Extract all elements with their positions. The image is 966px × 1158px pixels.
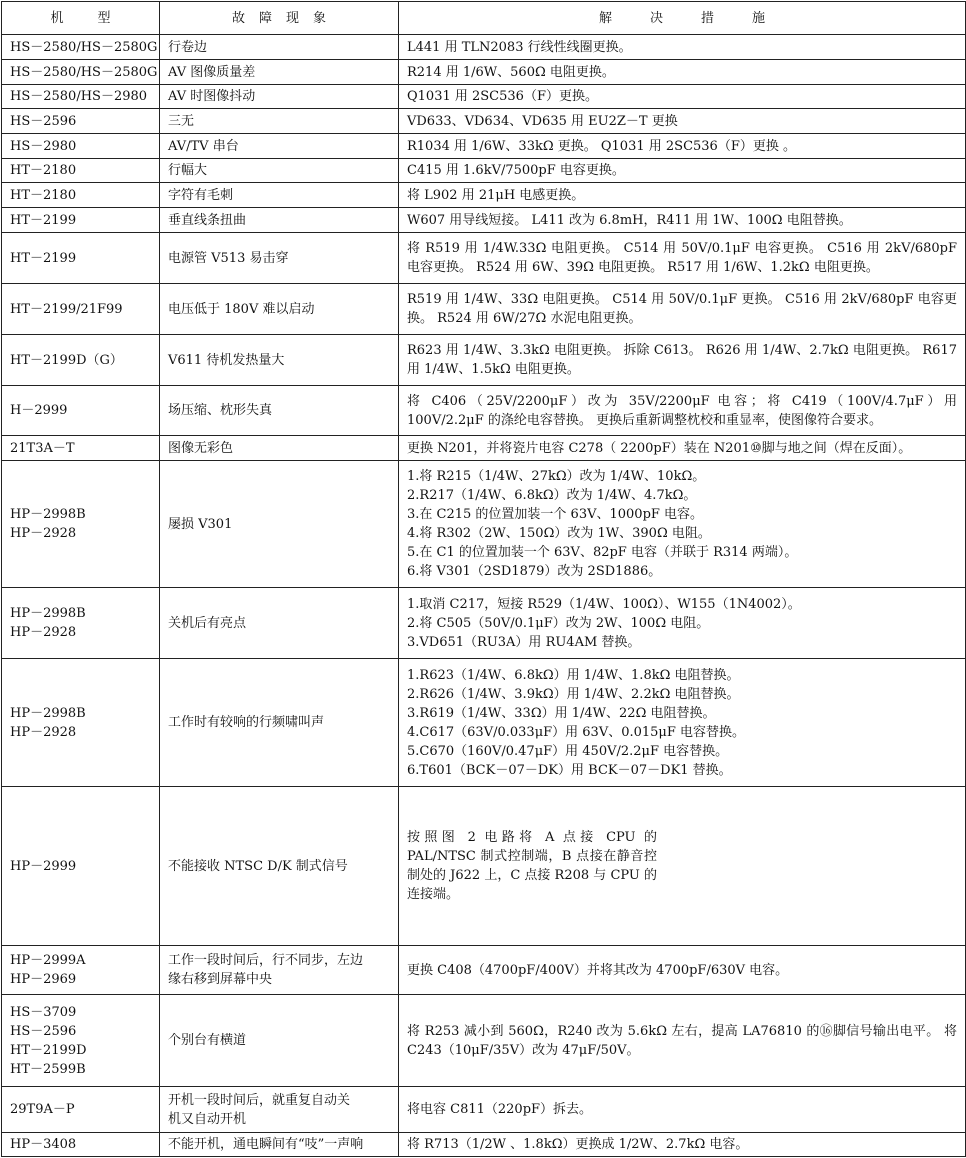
cell-text: 关机后有亮点 bbox=[168, 615, 247, 631]
cell-text: 垂直线条扭曲 bbox=[168, 212, 247, 228]
symptom-cell bbox=[160, 659, 399, 787]
cell-text: 3.R619（1/4W、33Ω）用 1/4W、22Ω 电阻替换。 bbox=[407, 705, 716, 721]
symptom-cell bbox=[160, 995, 399, 1087]
header-solution bbox=[399, 2, 966, 35]
fault-repair-table bbox=[1, 1, 966, 1157]
symptom-cell bbox=[160, 85, 399, 109]
cell-text: R1034 用 1/6W、33kΩ 更换。 Q1031 用 2SC536（F）更换 。 bbox=[407, 138, 796, 154]
symptom-cell bbox=[160, 946, 399, 995]
cell-text: AV 图像质量差 bbox=[168, 64, 256, 80]
cell-text: 3.在 C215 的位置加装一个 63V、1000pF 电容。 bbox=[407, 507, 704, 522]
table-row bbox=[2, 183, 966, 208]
cell-text: 措 bbox=[701, 10, 715, 26]
solution-cell bbox=[399, 284, 966, 335]
cell-text: 决 bbox=[649, 10, 663, 26]
cell-text: R519 用 1/4W、33Ω 电阻更换。 C514 用 50V/0.1μF 更换。 C516 用 2kV/680pF 电容更换。 R524 用 6W/27Ω 水泥电阻更换。 bbox=[407, 292, 957, 326]
symptom-cell bbox=[160, 60, 399, 85]
model-cell bbox=[2, 386, 160, 436]
cell-text: 字符有毛刺 bbox=[168, 187, 234, 203]
cell-text: HS－2580/HS－2580G bbox=[10, 64, 158, 80]
table-row bbox=[2, 659, 966, 787]
symptom-cell bbox=[160, 386, 399, 436]
solution-cell bbox=[399, 1087, 966, 1133]
solution-cell bbox=[399, 134, 966, 159]
table-row bbox=[2, 588, 966, 659]
cell-text: HP－2928 bbox=[10, 526, 77, 541]
table-row bbox=[2, 995, 966, 1087]
cell-text: HS－2980 bbox=[10, 138, 77, 154]
cell-text: R214 用 1/6W、560Ω 电阻更换。 bbox=[407, 64, 615, 80]
cell-text: R623 用 1/4W、3.3kΩ 电阻更换。 拆除 C613。 R626 用 1/4W、2.7kΩ 电阻更换。 R617 用 1/4W、1.5kΩ 电阻更换。 bbox=[407, 343, 957, 377]
solution-cell bbox=[399, 109, 966, 134]
header-symptom bbox=[160, 2, 399, 35]
model-cell bbox=[2, 461, 160, 588]
cell-text: HT－2199 bbox=[10, 250, 77, 266]
cell-text: HT－2199 bbox=[10, 212, 77, 228]
solution-cell bbox=[399, 85, 966, 109]
cell-text: 故 bbox=[231, 10, 245, 26]
cell-text: HT－2180 bbox=[10, 163, 77, 178]
solution-cell bbox=[399, 787, 966, 946]
cell-text: HP－2999A bbox=[10, 953, 86, 968]
model-cell bbox=[2, 659, 160, 787]
cell-text: 工作时有较响的行频啸叫声 bbox=[168, 715, 325, 730]
symptom-cell bbox=[160, 588, 399, 659]
table-row bbox=[2, 208, 966, 233]
solution-cell bbox=[399, 35, 966, 60]
symptom-cell bbox=[160, 1133, 399, 1157]
symptom-cell bbox=[160, 461, 399, 588]
cell-text: V611 待机发热量大 bbox=[168, 352, 285, 368]
cell-text: 将 C406（25V/2200μF）改为 35V/2200μF 电容；将 C419（100V/4.7μF）用 100V/2.2μF 的涤纶电容替换。 更换后重新调整枕校和重显率，使图像符合要求。 bbox=[407, 393, 957, 428]
cell-text: HS－2596 bbox=[10, 1023, 77, 1039]
cell-text: HS－2580/HS－2580G bbox=[10, 39, 158, 55]
table-row bbox=[2, 233, 966, 284]
cell-text: W607 用导线短接。 L411 改为 6.8mH，R411 用 1W、100Ω 电阻替换。 bbox=[407, 212, 852, 228]
cell-text: 将 R519 用 1/4W.33Ω 电阻更换。 C514 用 50V/0.1μF 电容更换。 C516 用 2kV/680pF 电容更换。 R524 用 6W、39Ω 电阻更换。 R517 用 1/6W、1.2kΩ 电阻更换。 bbox=[407, 241, 957, 275]
model-cell bbox=[2, 109, 160, 134]
cell-text: VD633、VD634、VD635 用 EU2Z－T 更换 bbox=[407, 113, 678, 129]
cell-text: 6.将 V301（2SD1879）改为 2SD1886。 bbox=[407, 564, 662, 579]
model-cell bbox=[2, 1133, 160, 1157]
cell-text: 工作一段时间后，行不同步，左边 bbox=[168, 953, 364, 968]
cell-text: HT－2599B bbox=[10, 1061, 86, 1077]
cell-text: 个别台有横道 bbox=[168, 1033, 247, 1048]
cell-text: 更换 N201，并将瓷片电容 C278（ 2200pF）装在 N201⑩脚与地之间（焊在反面）。 bbox=[407, 440, 912, 456]
symptom-cell bbox=[160, 787, 399, 946]
cell-text: HS－3709 bbox=[10, 1004, 77, 1020]
cell-text: AV 时图像抖动 bbox=[168, 89, 256, 104]
cell-text: HP－2928 bbox=[10, 625, 77, 640]
cell-text: 将 L902 用 21μH 电感更换。 bbox=[407, 187, 585, 203]
symptom-cell bbox=[160, 208, 399, 233]
model-cell bbox=[2, 159, 160, 183]
cell-text: 4.C617（63V/0.033μF）用 63V、0.015μF 电容替换。 bbox=[407, 724, 746, 740]
cell-text: HS－2580/HS－2980 bbox=[10, 89, 148, 104]
table-row bbox=[2, 386, 966, 436]
cell-text: 6.T601（BCK－07－DK）用 BCK－07－DK1 替换。 bbox=[407, 762, 732, 778]
model-cell bbox=[2, 588, 160, 659]
cell-text: 1.R623（1/4W、6.8kΩ）用 1/4W、1.8kΩ 电阻替换。 bbox=[407, 667, 740, 683]
table-row bbox=[2, 946, 966, 995]
solution-cell bbox=[399, 588, 966, 659]
cell-text: HT－2199D bbox=[10, 1042, 87, 1058]
cell-text: 型 bbox=[97, 10, 111, 26]
table-row bbox=[2, 85, 966, 109]
table-row bbox=[2, 35, 966, 60]
cell-text: C415 用 1.6kV/7500pF 电容更换。 bbox=[407, 163, 625, 178]
cell-text: 4.将 R302（2W、150Ω）改为 1W、390Ω 电阻。 bbox=[407, 526, 711, 541]
cell-text: 1.将 R215（1/4W、27kΩ）改为 1/4W、10kΩ。 bbox=[407, 469, 706, 484]
cell-text: 更换 C408（4700pF/400V）并将其改为 4700pF/630V 电容。 bbox=[407, 962, 789, 978]
cell-text: 电压低于 180V 难以启动 bbox=[168, 301, 315, 317]
solution-cell bbox=[399, 436, 966, 461]
header-model bbox=[2, 2, 160, 35]
table-row bbox=[2, 109, 966, 134]
solution-cell bbox=[399, 208, 966, 233]
cell-text: 21T3A－T bbox=[10, 440, 75, 456]
table-row bbox=[2, 284, 966, 335]
cell-text: 5.在 C1 的位置加装一个 63V、82pF 电容（并联于 R314 两端）。 bbox=[407, 545, 798, 560]
cell-text: HT－2199D（G） bbox=[10, 352, 123, 368]
cell-text: 开机一段时间后，就重复自动关 bbox=[168, 1092, 351, 1108]
cell-text: HP－2998B bbox=[10, 705, 86, 721]
cell-text: 电源管 V513 易击穿 bbox=[168, 250, 289, 266]
cell-text: HP－2969 bbox=[10, 972, 77, 987]
cell-text: 障 bbox=[258, 10, 272, 26]
cell-text: 机 bbox=[50, 10, 64, 26]
symptom-cell bbox=[160, 35, 399, 60]
model-cell bbox=[2, 436, 160, 461]
table-row bbox=[2, 60, 966, 85]
cell-text: 2.将 C505（50V/0.1μF）改为 2W、100Ω 电阻。 bbox=[407, 615, 710, 631]
solution-cell bbox=[399, 386, 966, 436]
cell-text: 行卷边 bbox=[168, 39, 208, 55]
cell-text: HP－3408 bbox=[10, 1137, 77, 1152]
table-row bbox=[2, 787, 966, 946]
solution-cell bbox=[399, 461, 966, 588]
model-cell bbox=[2, 995, 160, 1087]
model-cell bbox=[2, 208, 160, 233]
cell-text: 三无 bbox=[168, 113, 195, 129]
solution-cell bbox=[399, 60, 966, 85]
table-row bbox=[2, 159, 966, 183]
cell-text: L441 用 TLN2083 行线性线圈更换。 bbox=[407, 39, 632, 55]
symptom-cell bbox=[160, 233, 399, 284]
cell-text: 不能接收 NTSC D/K 制式信号 bbox=[168, 858, 348, 874]
solution-cell bbox=[399, 1133, 966, 1157]
cell-text: 施 bbox=[752, 10, 766, 26]
table-row bbox=[2, 134, 966, 159]
symptom-cell bbox=[160, 436, 399, 461]
cell-text: HT－2180 bbox=[10, 187, 77, 203]
symptom-cell bbox=[160, 183, 399, 208]
model-cell bbox=[2, 787, 160, 946]
cell-text: 2.R217（1/4W、6.8kΩ）改为 1/4W、4.7kΩ。 bbox=[407, 488, 697, 503]
solution-cell bbox=[399, 335, 966, 386]
cell-text: 现 bbox=[286, 10, 300, 26]
cell-text: 缘右移到屏幕中央 bbox=[168, 972, 273, 987]
header-row bbox=[2, 2, 966, 35]
cell-text: 象 bbox=[313, 10, 327, 26]
cell-text: 机又自动开机 bbox=[168, 1111, 247, 1127]
solution-cell bbox=[399, 233, 966, 284]
cell-text: 29T9A－P bbox=[10, 1102, 75, 1117]
symptom-cell bbox=[160, 1087, 399, 1133]
table-row bbox=[2, 1133, 966, 1157]
cell-text: HP－2999 bbox=[10, 858, 77, 874]
symptom-cell bbox=[160, 159, 399, 183]
cell-text: 将 R713（1/2W 、1.8kΩ）更换成 1/2W、2.7kΩ 电容。 bbox=[407, 1137, 749, 1152]
model-cell bbox=[2, 85, 160, 109]
solution-cell bbox=[399, 946, 966, 995]
cell-text: 5.C670（160V/0.47μF）用 450V/2.2μF 电容替换。 bbox=[407, 743, 729, 759]
cell-text: HS－2596 bbox=[10, 113, 77, 129]
cell-text: HT－2199/21F99 bbox=[10, 301, 123, 317]
cell-text: Q1031 用 2SC536（F）更换。 bbox=[407, 89, 598, 104]
solution-cell bbox=[399, 183, 966, 208]
cell-text: 图像无彩色 bbox=[168, 440, 234, 456]
table-row bbox=[2, 436, 966, 461]
solution-cell bbox=[399, 995, 966, 1087]
table-row bbox=[2, 461, 966, 588]
solution-cell bbox=[399, 659, 966, 787]
model-cell bbox=[2, 35, 160, 60]
symptom-cell bbox=[160, 109, 399, 134]
cell-text: 按照图 2 电路将 A 点接 CPU 的 PAL/NTSC 制式控制端，B 点接在静音控制处的 J622 上，C 点接 R208 与 CPU 的连接端。 bbox=[407, 830, 657, 902]
cell-text: 解 bbox=[598, 10, 612, 26]
model-cell bbox=[2, 335, 160, 386]
cell-text: 将电容 C811（220pF）拆去。 bbox=[407, 1102, 593, 1117]
cell-text: AV/TV 串台 bbox=[168, 138, 239, 154]
cell-text: 1.取消 C217，短接 R529（1/4W、100Ω）、W155（1N4002）。 bbox=[407, 596, 801, 612]
cell-text: 屡损 V301 bbox=[168, 516, 233, 532]
cell-text: 将 R253 减小到 560Ω，R240 改为 5.6kΩ 左右，提高 LA76810 的⑯脚信号输出电平。 将 C243（10μF/35V）改为 47μF/50V。 bbox=[407, 1023, 957, 1058]
cell-text: HP－2928 bbox=[10, 724, 77, 740]
cell-text: 不能开机，通电瞬间有“吱”一声响 bbox=[168, 1137, 364, 1152]
cell-text: H－2999 bbox=[10, 403, 68, 418]
solution-cell bbox=[399, 159, 966, 183]
cell-text: 3.VD651（RU3A）用 RU4AM 替换。 bbox=[407, 634, 641, 650]
model-cell bbox=[2, 284, 160, 335]
model-cell bbox=[2, 183, 160, 208]
model-cell bbox=[2, 60, 160, 85]
model-cell bbox=[2, 946, 160, 995]
symptom-cell bbox=[160, 335, 399, 386]
cell-text: 场压缩、枕形失真 bbox=[168, 403, 273, 418]
symptom-cell bbox=[160, 134, 399, 159]
cell-text: 2.R626（1/4W、3.9kΩ）用 1/4W、2.2kΩ 电阻替换。 bbox=[407, 686, 740, 702]
symptom-cell bbox=[160, 284, 399, 335]
cell-text: HP－2998B bbox=[10, 606, 86, 621]
cell-text: HP－2998B bbox=[10, 507, 86, 522]
cell-text: 行幅大 bbox=[168, 163, 208, 178]
model-cell bbox=[2, 1087, 160, 1133]
model-cell bbox=[2, 233, 160, 284]
model-cell bbox=[2, 134, 160, 159]
table-row bbox=[2, 335, 966, 386]
table-row bbox=[2, 1087, 966, 1133]
